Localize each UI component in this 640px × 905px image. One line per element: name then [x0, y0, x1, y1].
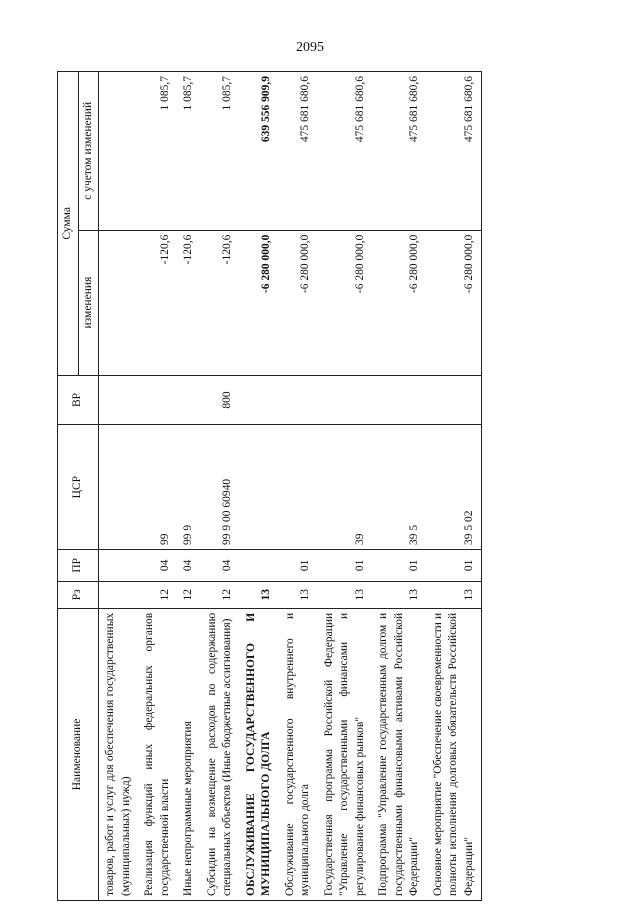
cell-csr [279, 425, 318, 550]
cell-rz: 12 [177, 581, 201, 608]
cell-vr [318, 375, 373, 425]
table-row [279, 72, 318, 901]
cell-total: 1 085,7 [138, 72, 177, 231]
cell-change [99, 230, 139, 375]
budget-table [57, 71, 482, 901]
table-row [372, 72, 427, 901]
header-with-changes: с учетом изменений [78, 72, 99, 231]
cell-pr: 01 [279, 549, 318, 581]
budget-table-sheet [57, 71, 583, 901]
cell-vr [138, 375, 177, 425]
cell-pr: 04 [177, 549, 201, 581]
table-body [99, 72, 482, 901]
cell-name: товаров, работ и услуг для обеспечения государственных (муниципальных) нужд) [99, 608, 139, 900]
cell-change: -6 280 000,0 [372, 230, 427, 375]
table-row [138, 72, 177, 901]
cell-rz: 13 [240, 581, 279, 608]
cell-name: Реализация функций иных федеральных органов государственной власти [138, 608, 177, 900]
cell-vr [240, 375, 279, 425]
cell-vr [177, 375, 201, 425]
table-row [177, 72, 201, 901]
cell-pr [99, 549, 139, 581]
cell-change: -120,6 [177, 230, 201, 375]
cell-csr: 99 [138, 425, 177, 550]
cell-pr: 04 [138, 549, 177, 581]
cell-csr: 39 5 [372, 425, 427, 550]
header-sum: Сумма [58, 72, 79, 376]
cell-rz: 13 [318, 581, 373, 608]
cell-total [99, 72, 139, 231]
cell-name: Иные непрограммные мероприятия [177, 608, 201, 900]
cell-total: 475 681 680,6 [279, 72, 318, 231]
cell-total: 1 085,7 [201, 72, 240, 231]
cell-pr: 01 [427, 549, 482, 581]
cell-csr: 99 9 [177, 425, 201, 550]
cell-rz: 13 [372, 581, 427, 608]
table-header [58, 72, 99, 901]
cell-pr [240, 549, 279, 581]
cell-name: ОБСЛУЖИВАНИЕ ГОСУДАРСТВЕННОГО И МУНИЦИПАЛЬНОГО ДОЛГА [240, 608, 279, 900]
table-row [240, 72, 279, 901]
table-row [427, 72, 482, 901]
cell-change: -120,6 [138, 230, 177, 375]
cell-rz: 12 [201, 581, 240, 608]
header-name: Наименование [58, 608, 99, 900]
cell-rz: 12 [138, 581, 177, 608]
cell-total: 475 681 680,6 [318, 72, 373, 231]
header-vr: ВР [58, 375, 99, 425]
cell-csr [240, 425, 279, 550]
cell-rz: 13 [279, 581, 318, 608]
cell-vr [279, 375, 318, 425]
page-number: 2095 [296, 40, 324, 55]
header-rz: Рз [58, 581, 99, 608]
cell-change: -6 280 000,0 [427, 230, 482, 375]
cell-pr: 01 [372, 549, 427, 581]
cell-name: Государственная программа Российской Федерации "Управление государственными финансами и регулирование финансовых рынков" [318, 608, 373, 900]
header-csr: ЦСР [58, 425, 99, 550]
cell-name: Подпрограмма "Управление государственным долгом и государственными финансовыми активами Российской Федерации" [372, 608, 427, 900]
table-row [99, 72, 139, 901]
header-pr: ПР [58, 549, 99, 581]
cell-change: -120,6 [201, 230, 240, 375]
cell-pr: 04 [201, 549, 240, 581]
cell-name: Субсидии на возмещение расходов по содержанию специальных объектов (Иные бюджетные ассигнования) [201, 608, 240, 900]
header-changes: изменения [78, 230, 99, 375]
cell-change: -6 280 000,0 [279, 230, 318, 375]
cell-csr: 39 5 02 [427, 425, 482, 550]
cell-rz [99, 581, 139, 608]
cell-name: Обслуживание государственного внутреннего и муниципального долга [279, 608, 318, 900]
cell-csr: 39 [318, 425, 373, 550]
table-row [201, 72, 240, 901]
cell-rz: 13 [427, 581, 482, 608]
cell-name: Основное мероприятие "Обеспечение своевременности и полноты исполнения долговых обязательств Российской Федерации" [427, 608, 482, 900]
cell-change: -6 280 000,0 [240, 230, 279, 375]
table-row [318, 72, 373, 901]
cell-csr: 99 9 00 60940 [201, 425, 240, 550]
cell-total: 475 681 680,6 [427, 72, 482, 231]
cell-vr [427, 375, 482, 425]
cell-total: 639 556 909,9 [240, 72, 279, 231]
cell-vr: 800 [201, 375, 240, 425]
cell-csr [99, 425, 139, 550]
cell-change: -6 280 000,0 [318, 230, 373, 375]
cell-vr [99, 375, 139, 425]
cell-total: 1 085,7 [177, 72, 201, 231]
cell-pr: 01 [318, 549, 373, 581]
cell-total: 475 681 680,6 [372, 72, 427, 231]
cell-vr [372, 375, 427, 425]
